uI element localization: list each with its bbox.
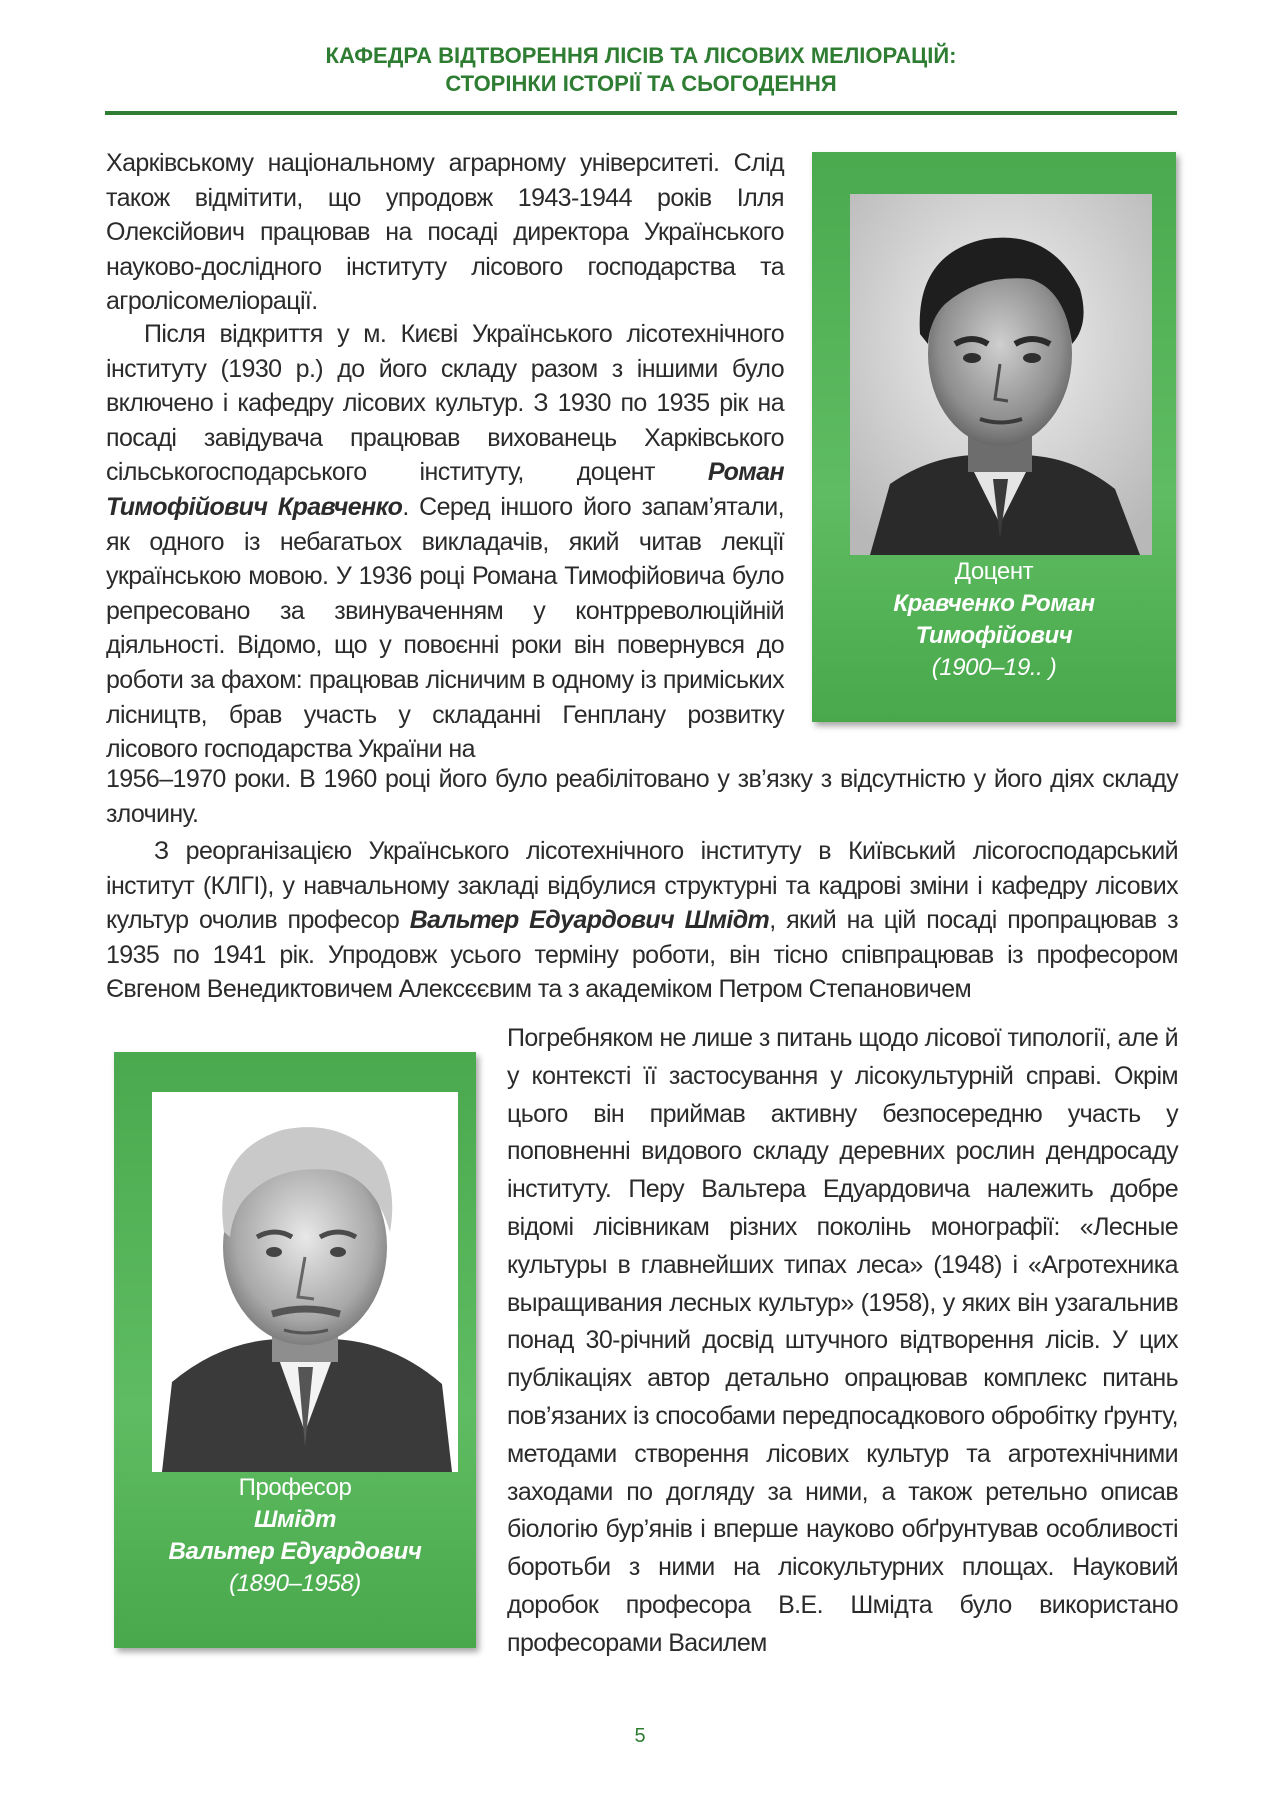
- caption-schmidt: [114, 1472, 476, 1600]
- portrait-kravchenko: [850, 194, 1152, 555]
- paragraph-2-text-a: Після відкриття у м. Києві Українського лісотехнічного інституту (1930 р.) до його складу разом з іншими було включено і кафедру лісових культур. З 1930 по 1935 рік на посаді завідувача працював вихованець Харківського сільськогосподарського інституту, доцент: [106, 320, 784, 487]
- paragraph-3: [106, 834, 1178, 1007]
- photo-card-schmidt: [114, 1052, 476, 1648]
- portrait-kravchenko-image: [850, 194, 1152, 555]
- header-title-line1: КАФЕДРА ВІДТВОРЕННЯ ЛІСІВ ТА ЛІСОВИХ МЕЛІОРАЦІЙ:: [325, 43, 957, 68]
- name-kravchenko: Роман Тимофійович Кравченко: [106, 458, 784, 521]
- caption-kravchenko-name-1: Кравченко Роман: [893, 590, 1095, 617]
- caption-schmidt-name-1: Шмідт: [253, 1506, 337, 1533]
- paragraph-3-text-a: З реорганізацією Українського лісотехнічного інституту в Київський лісогосподарський інститут (КЛГІ), у навчальному закладі відбулися структурні та кадрові зміни і кафедру лісових культур очолив професор: [106, 837, 1178, 935]
- page-header: [105, 42, 1177, 98]
- paragraph-2-text-b: . Серед іншого його запам’ятали, як одного із небагатьох викладачів, який читав лекції українською мовою. У 1936 році Романа Тимофійовича було репресовано за звинуваченням у контрреволюційній діяльності. Відомо, що у повоєнні роки він повернувся до роботи за фахом: працював лісничим в одному із приміських лісництв, брав участь у складанні Генплану розвитку лісового господарства України на: [106, 492, 784, 764]
- caption-schmidt-role: Професор: [238, 1474, 352, 1501]
- photo-card-kravchenko: [812, 152, 1176, 722]
- paragraph-2: [106, 317, 784, 767]
- portrait-schmidt-image: [152, 1092, 458, 1472]
- caption-kravchenko: [812, 556, 1176, 684]
- page-number: 5: [634, 1725, 646, 1747]
- header-title-line2: СТОРІНКИ ІСТОРІЇ ТА СЬОГОДЕННЯ: [445, 71, 837, 96]
- name-schmidt: Вальтер Едуардович Шмідт: [409, 906, 770, 935]
- caption-kravchenko-name-2: Тимофійович: [915, 622, 1073, 649]
- paragraph-2-continued: 1956–1970 роки. В 1960 році його було реабілітовано у зв’язку з відсутністю у його діях складу злочину.: [106, 765, 1178, 828]
- caption-schmidt-years: (1890–1958): [229, 1570, 361, 1597]
- paragraph-4: Погребняком не лише з питань щодо лісової типології, але й у контексті її застосування у лісокультурній справі. Окрім цього він приймав активну безпосередню участь у поповненні видового складу деревних рослин дендросаду інституту. Перу Вальтера Едуардовича належить добре відомі лісівникам різних поколінь монографії: «Лесные культуры в главнейших типах леса» (1948) і «Агротехника выращивания лесных культур» (1958), у яких він узагальнив понад 30-річний досвід штучного відтворення лісів. У цих публікаціях автор детально опрацював комплекс питань пов’язаних із способами передпосадкового обробітку ґрунту, методами створення лісових культур та агротехнічними заходами по догляду за ними, а також ретельно описав біологію бур’янів і вперше науково обґрунтував особливості боротьби з ними на лісокультурних площах. Науковий доробок професора В.Е. Шмідта було використано професорами Василем: [507, 1024, 1178, 1657]
- caption-kravchenko-years: (1900–19.. ): [931, 654, 1057, 681]
- header-divider: [105, 111, 1177, 115]
- portrait-schmidt: [152, 1092, 458, 1472]
- caption-schmidt-name-2: Вальтер Едуардович: [168, 1538, 422, 1565]
- caption-kravchenko-role: Доцент: [954, 558, 1034, 585]
- paragraph-1: Харківському національному аграрному університеті. Слід також відмітити, що упродовж 1943-1944 років Ілля Олексійович працював на посаді директора Українського науково-дослідного інституту лісового господарства та агролісомеліорації.: [106, 149, 784, 316]
- paragraph-3-text-b: , який на цій посаді пропрацював з 1935 по 1941 рік. Упродовж усього терміну роботи, він тісно співпрацював із професором Євгеном Венедиктовичем Алексєєвим та з академіком Петром Степановичем: [106, 906, 1178, 1004]
